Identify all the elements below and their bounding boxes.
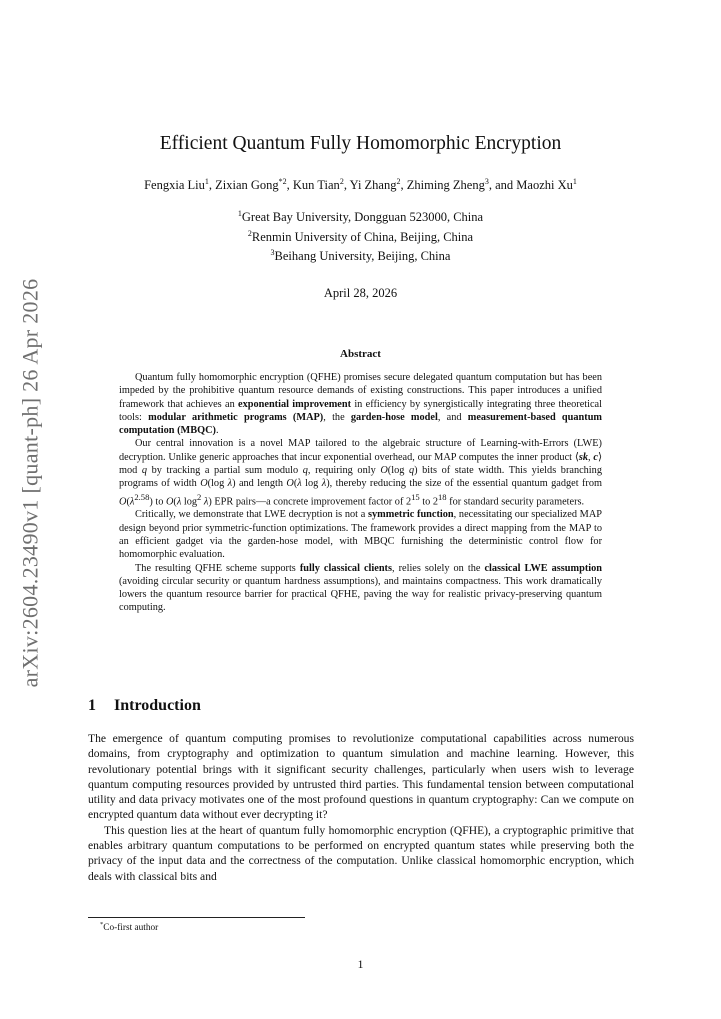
author-affiliation-mark: 1 bbox=[572, 177, 577, 186]
abstract-paragraph: Our central innovation is a novel MAP tailored to the algebraic structure of Learning-with-Errors (LWE) decryption. Unlike generic approaches that incur exponential overhead, our MAP computes the inner product ⟨sk, c⟩ mod q by tracking a partial sum modulo q, requiring only O(log q) bits of state width. This yields branching programs of width O(log λ) and length O(λ log λ), thereby reducing the size of the essential quantum gadget from $O(\lambda^{2.58})$ to O(λ $\log^2 \lambda$) EPR pairs—a concrete improvement factor of $2^{15}$ to $2^{18}$ for standard security parameters. bbox=[119, 438, 602, 508]
page-number: 1 bbox=[357, 957, 364, 971]
abstract-paragraph: Quantum fully homomorphic encryption (QFHE) promises secure delegated quantum computation but has been impeded by the prohibitive quantum resource demands of existing constructions. This paper introduces a unified framework that achieves an exponential improvement in efficiency by synergistically integrating three theoretical tools: modular arithmetic programs (MAP), the garden-hose model, and measurement-based quantum computation (MBQC). bbox=[119, 372, 602, 437]
affiliation-mark: 1 bbox=[237, 209, 242, 218]
arxiv-stamp bbox=[4, 278, 56, 688]
author-affiliation-mark: *2 bbox=[278, 177, 287, 186]
body-paragraph: The emergence of quantum computing promises to revolutionize computational capabilities across numerous domains, from cryptography and optimization to quantum simulation and machine learning. However, this revolutionary potential brings with it significant security challenges, particularly when users wish to leverage quantum computing resources provided by untrusted third parties. This fundamental tension between computational utility and data privacy motivates one of the most profound questions in quantum cryptography: Can we compute on encrypted quantum data without ever decrypting it? bbox=[88, 732, 634, 822]
affiliation-text: Beihang University, Beijing, China bbox=[274, 249, 451, 264]
author-name: Yi Zhang bbox=[349, 178, 397, 193]
affiliation-line bbox=[0, 245, 721, 265]
author-separator: , and bbox=[488, 178, 517, 193]
author-affiliation-mark: 1 bbox=[204, 177, 209, 186]
abstract-body bbox=[119, 371, 602, 615]
author-name: Zhiming Zheng bbox=[406, 178, 485, 193]
section-number: 1 bbox=[88, 697, 96, 714]
author-name: Kun Tian bbox=[292, 178, 340, 193]
affiliation-list bbox=[0, 206, 721, 265]
author-name: Zixian Gong bbox=[215, 178, 279, 193]
section-body bbox=[88, 731, 634, 884]
author-affiliation-mark: 2 bbox=[396, 177, 401, 186]
abstract-paragraph: Critically, we demonstrate that LWE decryption is not a symmetric function, necessitating our specialized MAP design beyond prior symmetric-function optimizations. The framework provides a direct mapping from the MAP to an efficient gadget via the garden-hose model, with MBQC furnishing the deterministic control flow for homomorphic evaluation. bbox=[119, 509, 602, 561]
author-separator: , bbox=[208, 178, 216, 193]
author-list bbox=[0, 177, 721, 193]
footnote-rule bbox=[88, 917, 305, 918]
author-name: Maozhi Xu bbox=[516, 178, 573, 193]
author-separator: , bbox=[400, 178, 407, 193]
paper-date: April 28, 2026 bbox=[323, 286, 398, 300]
affiliation-text: Renmin University of China, Beijing, China bbox=[251, 229, 474, 244]
abstract-paragraph: The resulting QFHE scheme supports fully classical clients, relies solely on the classical LWE assumption (avoiding circular security or quantum hardness assumptions), and maintains compactness. This work dramatically lowers the quantum resource barrier for practical QFHE, paving the way for realistic privacy-preserving quantum computing. bbox=[119, 562, 603, 614]
author-name: Fengxia Liu bbox=[144, 178, 205, 193]
affiliation-line bbox=[0, 226, 721, 246]
author-separator: , bbox=[286, 178, 293, 193]
affiliation-mark: 2 bbox=[247, 228, 252, 238]
affiliation-mark: 3 bbox=[270, 248, 275, 258]
paper-title: Efficient Quantum Fully Homomorphic Encryption bbox=[159, 133, 562, 154]
section-heading bbox=[88, 697, 201, 715]
footnote-mark: * bbox=[100, 921, 104, 928]
body-paragraph: This question lies at the heart of quantum fully homomorphic encryption (QFHE), a cryptographic primitive that enables arbitrary quantum computations to be performed on encrypted quantum states while preserving both the privacy of the input data and the correctness of the computation. Unlike classical homomorphic encryption, which deals with classical bits and bbox=[88, 823, 634, 883]
author-separator: , bbox=[343, 178, 350, 193]
author-affiliation-mark: 2 bbox=[339, 177, 344, 186]
arxiv-stamp-text: arXiv:2604.23490v1 [quant-ph] 26 Apr 2026 bbox=[17, 278, 43, 688]
footnote bbox=[100, 921, 158, 933]
footnote-text: Co-first author bbox=[103, 923, 159, 934]
section-title: Introduction bbox=[114, 697, 201, 714]
affiliation-line bbox=[0, 206, 721, 226]
affiliation-text: Great Bay University, Dongguan 523000, China bbox=[241, 210, 484, 225]
author-affiliation-mark: 3 bbox=[484, 177, 489, 186]
abstract-heading: Abstract bbox=[340, 348, 381, 360]
